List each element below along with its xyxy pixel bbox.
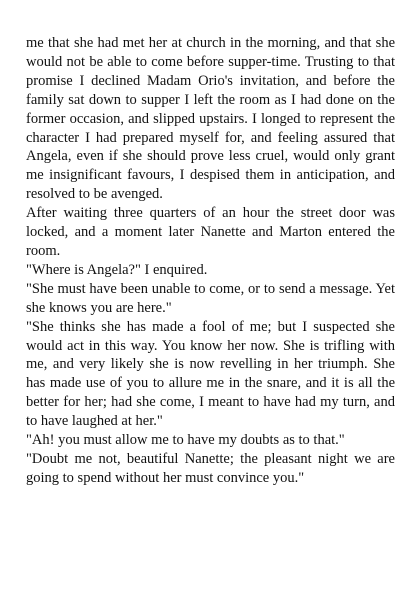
- paragraph-7: "Doubt me not, beautiful Nanette; the pleasant night we are going to spend without her must convince you.": [26, 450, 395, 486]
- paragraph-3: "Where is Angela?" I enquired.: [26, 261, 208, 278]
- paragraph-5: "She thinks she has made a fool of me; but I suspected she would act in this way. You know her now. She is trifling with me, and very likely she is now revelling in her triumph. She has made use of you to allure me in the snare, and it is all the better for her; had she come, I meant to have had my turn, and to have laughed at her.": [26, 318, 395, 430]
- paragraph-1: me that she had met her at church in the morning, and that she would not be able to come before supper-time. Trusting to that promise I declined Madam Orio's invitation, and before the family sat down to supper I left the room as I had done on the former occasion, and slipped upstairs. I longed to represent the character I had prepared myself for, and feeling assured that Angela, even if she should prove less cruel, would only grant me insignificant favours, I despised them in anticipation, and resolved to be avenged.: [26, 35, 395, 203]
- paragraph-6: "Ah! you must allow me to have my doubts as to that.": [26, 432, 345, 449]
- paragraph-2: After waiting three quarters of an hour the street door was locked, and a moment later Nanette and Marton entered the room.: [26, 205, 395, 259]
- paragraph-4: "She must have been unable to come, or to send a message. Yet she knows you are here.": [26, 280, 395, 316]
- page-text: [26, 34, 395, 488]
